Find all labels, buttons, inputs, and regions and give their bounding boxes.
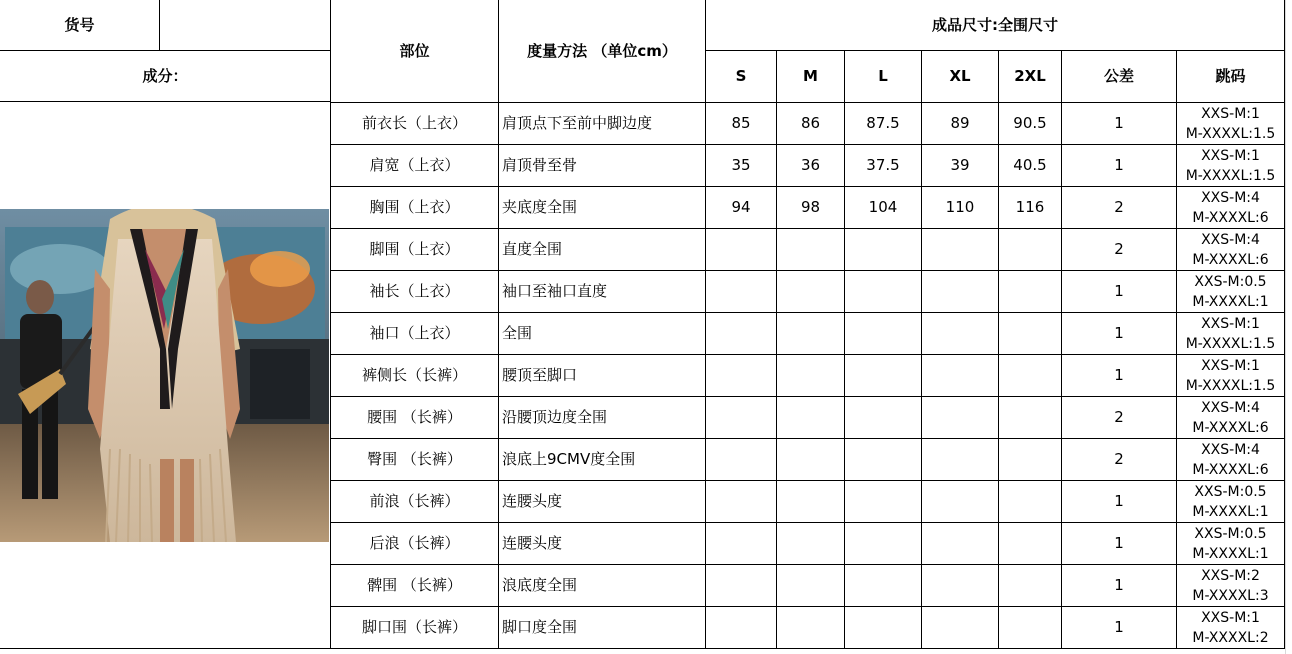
row-size-2xl	[999, 607, 1061, 648]
row-part: 髀围 （长裤）	[367, 576, 462, 595]
row-size-2xl: 40.5	[1013, 156, 1047, 175]
grid-vline	[776, 51, 777, 649]
row-method: 沿腰顶边度全围	[502, 408, 608, 427]
row-size-2xl	[999, 481, 1061, 522]
row-size-2xl: 90.5	[1013, 114, 1047, 133]
row-size-xl	[922, 607, 998, 648]
row-part: 前衣长（上衣）	[361, 114, 467, 133]
row-part: 胸围（上衣）	[369, 198, 460, 217]
row-jump-line2: M-XXXXL:6	[1192, 209, 1269, 226]
row-size-s: 35	[731, 156, 751, 175]
row-size-xl	[922, 481, 998, 522]
size-header-xl: XL	[949, 67, 971, 86]
row-jump	[1177, 103, 1284, 144]
row-method: 腰顶至脚口	[502, 366, 578, 385]
grid-hline	[331, 480, 1284, 481]
product-photo	[0, 209, 329, 542]
grid-hline	[331, 312, 1284, 313]
row-size-m	[777, 229, 844, 270]
row-size-2xl	[999, 355, 1061, 396]
row-jump-line1: XXS-M:1	[1201, 147, 1260, 164]
method-header: 度量方法 （单位cm）	[527, 41, 677, 60]
row-method: 全围	[502, 324, 533, 343]
grid-hline	[331, 186, 1284, 187]
row-tolerance: 1	[1114, 534, 1124, 553]
row-size-xl: 39	[950, 156, 970, 175]
row-jump-line2: M-XXXXL:2	[1192, 629, 1269, 646]
row-size-l	[845, 523, 921, 564]
row-size-xl	[922, 229, 998, 270]
row-jump-line1: XXS-M:4	[1201, 441, 1260, 458]
row-part: 袖长（上衣）	[369, 282, 460, 301]
row-size-xl	[922, 271, 998, 312]
grid-hline	[331, 144, 1284, 145]
row-size-s	[706, 607, 776, 648]
row-tolerance: 2	[1114, 450, 1124, 469]
row-jump-line2: M-XXXXL:6	[1192, 461, 1269, 478]
row-size-s	[706, 565, 776, 606]
row-size-s	[706, 229, 776, 270]
row-tolerance: 1	[1114, 576, 1124, 595]
grid-hline	[0, 648, 330, 649]
grid-hline	[706, 50, 1284, 51]
grid-hline	[331, 396, 1284, 397]
row-size-m	[777, 607, 844, 648]
row-jump	[1177, 229, 1284, 270]
row-size-2xl	[999, 565, 1061, 606]
grid-hline	[0, 50, 330, 51]
grid-vline	[159, 0, 160, 51]
row-size-m	[777, 523, 844, 564]
row-size-s	[706, 439, 776, 480]
row-size-2xl	[999, 313, 1061, 354]
row-size-l	[845, 481, 921, 522]
grid-hline	[331, 522, 1284, 523]
row-jump-line2: M-XXXXL:3	[1192, 587, 1269, 604]
jump-header: 跳码	[1215, 67, 1246, 86]
row-method: 脚口度全围	[502, 618, 578, 637]
row-jump-line1: XXS-M:1	[1201, 609, 1260, 626]
row-jump-line1: XXS-M:0.5	[1194, 273, 1267, 290]
grid-hline	[331, 102, 1284, 103]
row-method: 肩顶骨至骨	[502, 156, 578, 175]
row-part: 臀围 （长裤）	[367, 450, 462, 469]
row-size-2xl	[999, 439, 1061, 480]
row-size-xl	[922, 565, 998, 606]
grid-hline	[0, 101, 330, 102]
row-jump-line1: XXS-M:0.5	[1194, 483, 1267, 500]
grid-hline	[331, 270, 1284, 271]
grid-vline	[998, 51, 999, 649]
row-size-2xl	[999, 271, 1061, 312]
grid-hline	[331, 354, 1284, 355]
row-jump	[1177, 565, 1284, 606]
row-size-m: 36	[800, 156, 821, 175]
row-jump	[1177, 397, 1284, 438]
row-size-xl	[922, 523, 998, 564]
row-size-l	[845, 607, 921, 648]
grid-hline	[331, 606, 1284, 607]
row-part: 后浪（长裤）	[369, 534, 460, 553]
size-header-s: S	[735, 67, 747, 86]
row-size-l: 37.5	[866, 156, 900, 175]
row-size-xl: 89	[950, 114, 970, 133]
grid-vline	[844, 51, 845, 649]
row-size-m	[777, 355, 844, 396]
row-size-m	[777, 271, 844, 312]
row-part: 肩宽（上衣）	[369, 156, 460, 175]
grid-hline	[331, 228, 1284, 229]
grid-vline	[330, 0, 331, 649]
row-size-l	[845, 355, 921, 396]
row-jump	[1177, 355, 1284, 396]
sheet-edge	[1285, 0, 1286, 654]
row-size-l	[845, 565, 921, 606]
row-tolerance: 1	[1114, 282, 1124, 301]
row-size-s: 94	[731, 198, 751, 217]
row-part: 袖口（上衣）	[369, 324, 460, 343]
row-size-m	[777, 481, 844, 522]
row-jump-line2: M-XXXXL:1.5	[1185, 167, 1276, 184]
row-jump-line1: XXS-M:4	[1201, 189, 1260, 206]
row-part: 裤侧长（长裤）	[361, 366, 467, 385]
row-jump-line1: XXS-M:2	[1201, 567, 1260, 584]
row-tolerance: 1	[1114, 114, 1124, 133]
row-method: 浪底度全围	[502, 576, 578, 595]
row-size-s	[706, 481, 776, 522]
row-size-l: 104	[868, 198, 898, 217]
row-tolerance: 1	[1114, 492, 1124, 511]
grid-hline	[331, 648, 1284, 649]
row-method: 连腰头度	[502, 492, 563, 511]
row-part: 脚口围（长裤）	[361, 618, 467, 637]
grid-vline	[921, 51, 922, 649]
row-size-l	[845, 271, 921, 312]
row-size-m	[777, 439, 844, 480]
row-size-m: 98	[800, 198, 821, 217]
size-header-l: L	[878, 67, 888, 86]
item-no-label: 货号	[64, 15, 95, 34]
size-header-m: M	[803, 67, 818, 86]
row-size-s	[706, 313, 776, 354]
row-jump	[1177, 607, 1284, 648]
row-size-xl	[922, 439, 998, 480]
row-part: 前浪（长裤）	[369, 492, 460, 511]
row-tolerance: 1	[1114, 366, 1124, 385]
row-size-xl: 110	[945, 198, 975, 217]
row-size-s: 85	[731, 114, 751, 133]
row-size-2xl	[999, 397, 1061, 438]
row-size-2xl	[999, 229, 1061, 270]
item-no-value[interactable]	[160, 0, 330, 50]
row-jump-line2: M-XXXXL:1.5	[1185, 125, 1276, 142]
row-jump	[1177, 187, 1284, 228]
row-size-s	[706, 355, 776, 396]
grid-hline	[331, 438, 1284, 439]
row-jump-line1: XXS-M:4	[1201, 399, 1260, 416]
grid-vline	[1061, 51, 1062, 649]
row-size-s	[706, 523, 776, 564]
row-part: 腰围 （长裤）	[367, 408, 462, 427]
row-tolerance: 1	[1114, 324, 1124, 343]
row-jump-line2: M-XXXXL:1.5	[1185, 377, 1276, 394]
row-jump-line1: XXS-M:0.5	[1194, 525, 1267, 542]
row-jump	[1177, 145, 1284, 186]
row-size-m	[777, 397, 844, 438]
row-size-l: 87.5	[866, 114, 900, 133]
grid-vline	[498, 0, 499, 649]
row-size-l	[845, 313, 921, 354]
row-method: 肩顶点下至前中脚边度	[502, 114, 653, 133]
row-jump-line1: XXS-M:4	[1201, 231, 1260, 248]
row-size-l	[845, 439, 921, 480]
row-tolerance: 2	[1114, 240, 1124, 259]
row-size-xl	[922, 313, 998, 354]
row-size-m: 86	[800, 114, 821, 133]
row-size-s	[706, 397, 776, 438]
row-size-m	[777, 565, 844, 606]
row-jump-line1: XXS-M:1	[1201, 315, 1260, 332]
tolerance-header: 公差	[1103, 67, 1134, 86]
row-tolerance: 2	[1114, 408, 1124, 427]
row-jump	[1177, 481, 1284, 522]
row-jump-line1: XXS-M:1	[1201, 105, 1260, 122]
grid-vline	[705, 0, 706, 649]
row-jump-line2: M-XXXXL:6	[1192, 419, 1269, 436]
row-size-m	[777, 313, 844, 354]
row-method: 袖口至袖口直度	[502, 282, 608, 301]
part-header: 部位	[399, 41, 430, 60]
row-jump-line2: M-XXXXL:1.5	[1185, 335, 1276, 352]
row-tolerance: 1	[1114, 156, 1124, 175]
row-tolerance: 1	[1114, 618, 1124, 637]
size-header-2xl: 2XL	[1014, 67, 1046, 86]
row-jump-line2: M-XXXXL:1	[1192, 293, 1269, 310]
grid-vline	[1176, 51, 1177, 649]
row-jump	[1177, 439, 1284, 480]
row-size-xl	[922, 355, 998, 396]
row-jump	[1177, 271, 1284, 312]
row-part: 脚围（上衣）	[369, 240, 460, 259]
row-size-l	[845, 397, 921, 438]
row-jump-line2: M-XXXXL:1	[1192, 503, 1269, 520]
row-method: 浪底上9CMV度全围	[502, 450, 636, 469]
row-method: 连腰头度	[502, 534, 563, 553]
row-method: 直度全围	[502, 240, 563, 259]
row-jump-line2: M-XXXXL:1	[1192, 545, 1269, 562]
row-jump-line1: XXS-M:1	[1201, 357, 1260, 374]
row-size-2xl: 116	[1015, 198, 1045, 217]
grid-hline	[331, 564, 1284, 565]
row-size-xl	[922, 397, 998, 438]
row-jump-line2: M-XXXXL:6	[1192, 251, 1269, 268]
row-size-l	[845, 229, 921, 270]
row-method: 夹底度全围	[502, 198, 578, 217]
row-jump	[1177, 313, 1284, 354]
row-jump	[1177, 523, 1284, 564]
row-tolerance: 2	[1114, 198, 1124, 217]
composition-label: 成分：	[142, 66, 188, 85]
size-group-header: 成品尺寸:全围尺寸	[932, 15, 1058, 34]
row-size-s	[706, 271, 776, 312]
row-size-2xl	[999, 523, 1061, 564]
